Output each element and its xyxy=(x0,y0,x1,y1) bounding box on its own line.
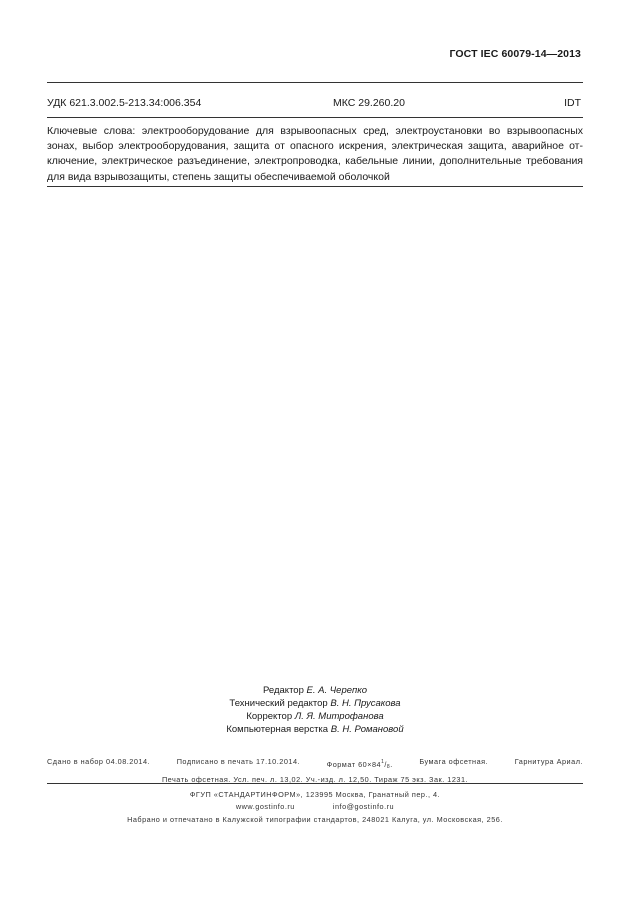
printing-house: Набрано и отпечатано в Калужской типографии стандартов, 248021 Калуга, ул. Московская, 256. xyxy=(127,814,503,824)
keywords-line: зонах, выбор электрооборудования, защита от опасного искрения, электрическая защита, аварийное от- xyxy=(47,140,583,153)
credit-editor xyxy=(0,684,630,697)
credit-corrector xyxy=(0,710,630,723)
credit-role: Редактор xyxy=(262,685,304,696)
credit-name: В. Н. Прусакова xyxy=(330,698,401,709)
credit-role: Компьютерная верстка xyxy=(226,724,329,735)
credits-block xyxy=(0,684,630,736)
format-numerator: 1 xyxy=(381,759,385,765)
publisher-info xyxy=(0,789,630,826)
credit-role: Корректор xyxy=(246,711,293,722)
keywords-line: ключение, электрическое разъединение, электропроводка, кабельные линии, дополнительные требования xyxy=(47,155,583,168)
publication-line-1 xyxy=(47,756,583,774)
publisher-email: info@gostinfo.ru xyxy=(332,802,395,812)
credit-name: Е. А. Черепко xyxy=(306,685,368,696)
page-format: Формат $60\times 84^1/_8$. xyxy=(326,759,393,770)
publication-line-2: Печать офсетная. Усл. печ. л. 13,02. Уч.-изд. л. 12,50. Тираж 75 экз. Зак. 1231. xyxy=(161,774,469,784)
publisher-website: www.gostinfo.ru xyxy=(235,802,295,812)
format-denominator: 8 xyxy=(386,764,391,770)
standard-code: ГОСТ IEC 60079-14—2013 xyxy=(449,48,581,60)
credit-role: Технический редактор xyxy=(229,698,328,709)
print-signed-date: Подписано в печать 17.10.2014. xyxy=(176,757,301,766)
classification-row xyxy=(47,97,583,111)
format-text: Формат 60×84 xyxy=(326,760,382,769)
credit-name: Л. Я. Митрофанова xyxy=(294,711,384,722)
degree-of-correspondence: IDT xyxy=(564,97,581,109)
classification-divider xyxy=(47,117,583,118)
publication-info xyxy=(47,756,583,786)
keywords-divider xyxy=(47,186,583,187)
top-divider xyxy=(47,82,583,83)
keywords-line: для вида взрывозащиты, степень защиты обеспечиваемой оболочкой xyxy=(47,170,390,183)
paper-type: Бумага офсетная. xyxy=(419,757,489,766)
publisher-address: ФГУП «СТАНДАРТИНФОРМ», 123995 Москва, Гранатный пер., 4. xyxy=(189,790,441,799)
keywords-block xyxy=(47,124,583,185)
typesetting-date: Сдано в набор 04.08.2014. xyxy=(47,757,151,766)
credit-layout xyxy=(0,723,630,736)
mks-code: МКС 29.260.20 xyxy=(333,97,405,109)
credit-tech-editor xyxy=(0,697,630,710)
keywords-line: Ключевые слова: электрооборудование для взрывоопасных сред, электроустановки во взрывоопасных xyxy=(47,125,583,137)
udk-code: УДК 621.3.002.5-213.34:006.354 xyxy=(47,97,202,109)
credit-name: В. Н. Романовой xyxy=(330,724,404,735)
publication-divider xyxy=(47,783,583,784)
format-period: . xyxy=(390,760,393,769)
typeface: Гарнитура Ариал. xyxy=(514,757,583,766)
publisher-contacts xyxy=(0,801,630,813)
